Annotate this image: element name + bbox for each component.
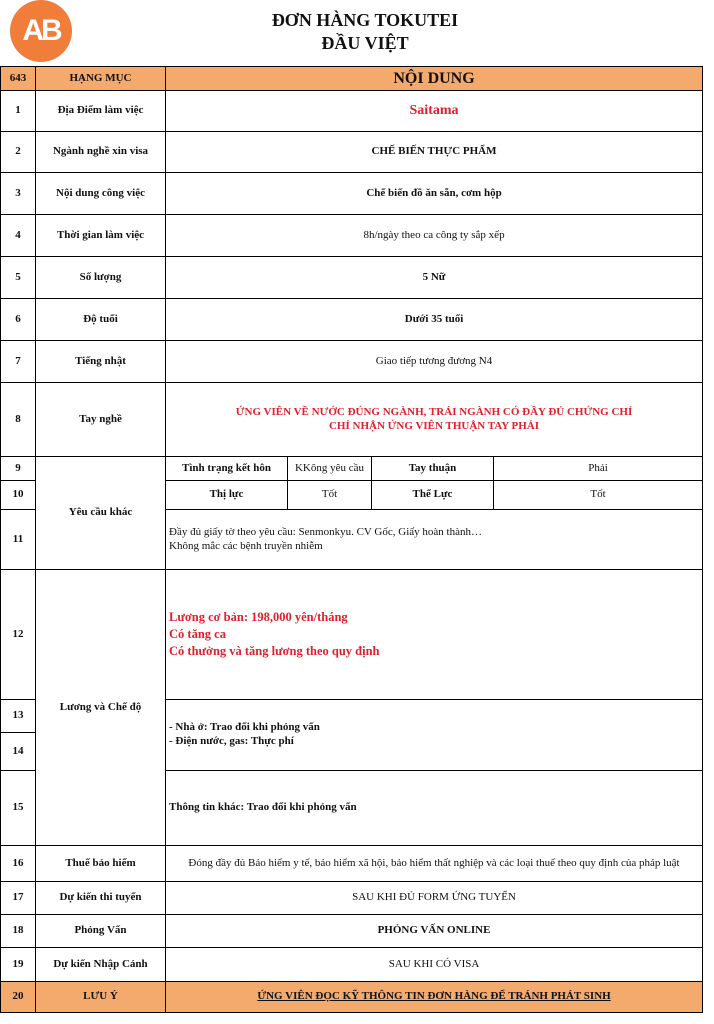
fitness-value: Tốt: [494, 481, 703, 510]
table-row: [1, 383, 703, 457]
housing-note: - Nhà ở: Trao đổi khi phỏng vấn: [169, 721, 320, 734]
skill-line-2: CHỈ NHẬN ỨNG VIÊN THUẬN TAY PHẢI: [328, 419, 540, 432]
table-header-row: [1, 67, 703, 91]
logo-letters: AB: [22, 14, 60, 47]
table-row: [1, 846, 703, 882]
notice-value: ỨNG VIÊN ĐỌC KỸ THÔNG TIN ĐƠN HÀNG ĐỂ TRÁNH PHÁT SINH: [166, 982, 703, 1013]
other-requirements-label: Yêu cầu khác: [36, 457, 166, 570]
row-label: Dự kiến thi tuyển: [36, 882, 166, 915]
basic-salary: Lương cơ bản: 198,000 yên/tháng: [169, 610, 348, 625]
table-row: [1, 982, 703, 1013]
table-row: [1, 91, 703, 132]
quantity-value: 5 Nữ: [166, 257, 703, 299]
row-label: Tiếng nhật: [36, 341, 166, 383]
table-row: [1, 570, 703, 700]
overtime-note: Có tăng ca: [169, 627, 226, 642]
table-row: [1, 173, 703, 215]
eyesight-value: Tốt: [288, 481, 372, 510]
marital-status-value: KKông yêu cầu: [288, 457, 372, 481]
marital-status-key: Tình trạng kết hôn: [166, 457, 288, 481]
table-row: [1, 457, 703, 481]
row-number: 2: [1, 132, 36, 173]
document-title: ĐƠN HÀNG TOKUTEI: [271, 10, 459, 30]
row-number: 5: [1, 257, 36, 299]
other-info: Thông tin khác: Trao đổi khi phỏng vấn: [166, 771, 703, 846]
row-label: Tay nghề: [36, 383, 166, 457]
table-row: [1, 257, 703, 299]
table-row: [1, 341, 703, 383]
table-row: [1, 215, 703, 257]
job-content-value: Chế biến đồ ăn sẵn, cơm hộp: [166, 173, 703, 215]
entry-schedule-value: SAU KHI CÓ VISA: [166, 948, 703, 982]
row-label: Phỏng Vấn: [36, 915, 166, 948]
row-number: 1: [1, 91, 36, 132]
order-number-cell: 643: [1, 67, 36, 91]
row-label: Số lượng: [36, 257, 166, 299]
row-number: 10: [1, 481, 36, 510]
interview-value: PHỎNG VẤN ONLINE: [166, 915, 703, 948]
job-order-table: [0, 66, 703, 1013]
eyesight-key: Thị lực: [166, 481, 288, 510]
row-label: Địa Điểm làm việc: [36, 91, 166, 132]
skill-line-1: ỨNG VIÊN VỀ NƯỚC ĐÚNG NGÀNH, TRÁI NGÀNH CÓ ĐẦY ĐỦ CHỨNG CHỈ: [235, 405, 633, 418]
table-row: [1, 948, 703, 982]
working-hours-value: 8h/ngày theo ca công ty sắp xếp: [166, 215, 703, 257]
documents-requirement: [166, 510, 703, 570]
row-number: 3: [1, 173, 36, 215]
row-label: LƯU Ý: [36, 982, 166, 1013]
table-row: [1, 132, 703, 173]
documents-line-2: Không mắc các bệnh truyền nhiễm: [169, 539, 323, 552]
handedness-value: Phải: [494, 457, 703, 481]
row-label: Thời gian làm việc: [36, 215, 166, 257]
table-row: [1, 299, 703, 341]
row-number: 14: [1, 733, 36, 771]
category-header: HẠNG MỤC: [36, 67, 166, 91]
table-row: [1, 882, 703, 915]
documents-line-1: Đầy đủ giấy tờ theo yêu cầu: Senmonkyu. CV Gốc, Giấy hoàn thành…: [169, 525, 482, 538]
visa-field-value: CHẾ BIẾN THỰC PHẨM: [166, 132, 703, 173]
table-row: [1, 915, 703, 948]
row-number: 9: [1, 457, 36, 481]
row-number: 17: [1, 882, 36, 915]
row-number: 16: [1, 846, 36, 882]
japanese-level-value: Giao tiếp tương đương N4: [166, 341, 703, 383]
content-header: NỘI DUNG: [166, 67, 703, 91]
row-number: 7: [1, 341, 36, 383]
row-number: 18: [1, 915, 36, 948]
fitness-key: Thể Lực: [372, 481, 494, 510]
workplace-value: Saitama: [166, 91, 703, 132]
document-subtitle: ĐẦU VIỆT: [321, 33, 409, 53]
row-label: Độ tuổi: [36, 299, 166, 341]
utilities-note: - Điện nước, gas: Thực phí: [169, 735, 294, 747]
row-number: 19: [1, 948, 36, 982]
salary-details: [166, 570, 703, 700]
row-label: Ngành nghề xin visa: [36, 132, 166, 173]
row-number: 12: [1, 570, 36, 700]
tax-insurance-value: Đóng đầy đủ Bảo hiểm y tế, bảo hiểm xã hội, bảo hiểm thất nghiệp và các loại thuế theo quy định của pháp luật: [166, 846, 703, 882]
handedness-key: Tay thuận: [372, 457, 494, 481]
row-number: 11: [1, 510, 36, 570]
row-number: 20: [1, 982, 36, 1013]
row-label: Nội dung công việc: [36, 173, 166, 215]
document-header: [0, 0, 714, 66]
row-number: 4: [1, 215, 36, 257]
exam-schedule-value: SAU KHI ĐỦ FORM ỨNG TUYỂN: [166, 882, 703, 915]
row-label: Dự kiến Nhập Cảnh: [36, 948, 166, 982]
salary-benefits-label: Lương và Chế độ: [36, 570, 166, 846]
row-label: Thuế bảo hiểm: [36, 846, 166, 882]
row-number: 13: [1, 700, 36, 733]
row-number: 6: [1, 299, 36, 341]
row-number: 15: [1, 771, 36, 846]
bonus-note: Có thưởng và tăng lương theo quy định: [169, 643, 380, 658]
row-number: 8: [1, 383, 36, 457]
housing-utilities: [166, 700, 703, 771]
age-value: Dưới 35 tuổi: [166, 299, 703, 341]
skill-requirement-value: [166, 383, 703, 457]
